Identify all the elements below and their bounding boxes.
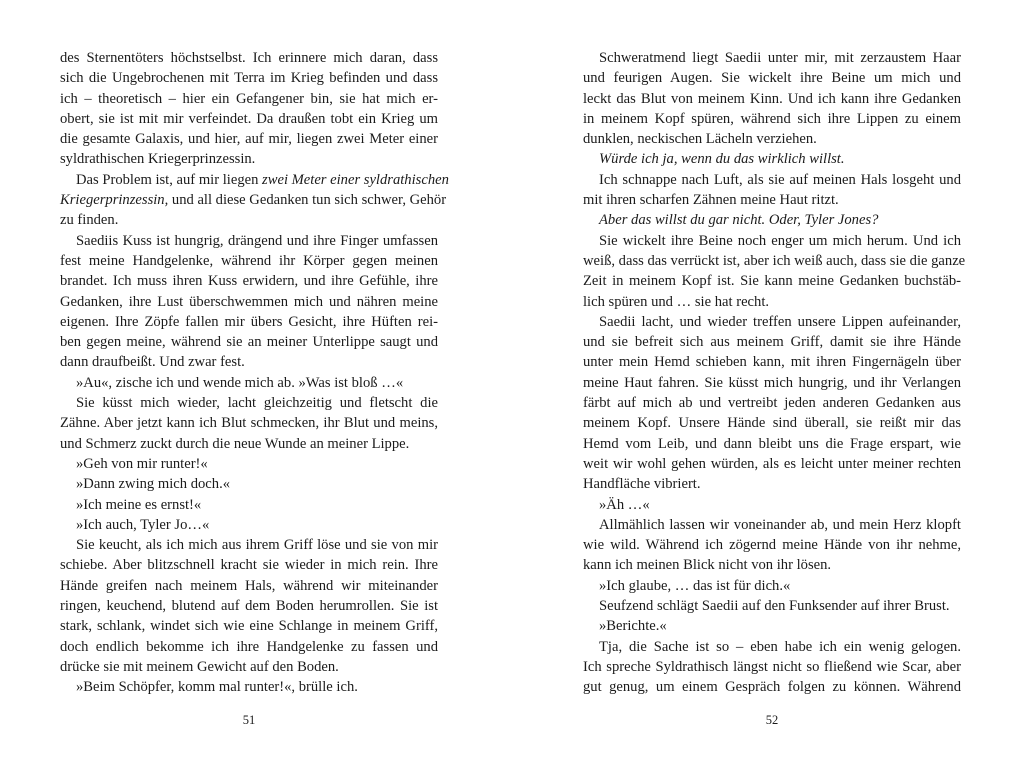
text-span: »Dann zwing mich doch.« xyxy=(76,476,231,493)
text-line xyxy=(583,89,961,109)
text-line xyxy=(60,292,438,312)
text-line xyxy=(583,332,961,352)
text-span: syldrathischen Kriegerprinzessin. xyxy=(60,151,256,168)
text-span: Allmählich lassen wir voneinander ab, und mein Herz klopft xyxy=(599,516,961,533)
text-span: Hemd vom Leib, und dann bleibt uns die Frage erspart, wie xyxy=(583,435,961,452)
text-line xyxy=(583,373,961,393)
text-line xyxy=(60,515,438,535)
text-span: leckt das Blut von meinem Kinn. Und ich kann ihre Gedanken xyxy=(583,90,961,107)
text-line xyxy=(583,616,961,636)
text-line xyxy=(60,495,438,515)
text-span: zu finden. xyxy=(60,212,119,229)
text-span: weiß, dass das verrückt ist, aber ich weiß auch, dass sie die ganze xyxy=(583,252,966,269)
text-line xyxy=(60,474,438,494)
text-span: »Äh …« xyxy=(599,496,650,513)
text-span: Schweratmend liegt Saedii unter mir, mit zerzaustem Haar xyxy=(599,50,961,66)
text-line xyxy=(60,576,438,596)
text-span: sich die Ungebrochenen mit Terra im Krieg befinden und dass xyxy=(60,70,438,87)
text-span: unter mein Hemd schieben kann, mit ihren Fingernägeln über xyxy=(583,354,961,371)
text-line xyxy=(583,576,961,596)
text-span: Hände greifen nach meinem Hals, während wir miteinander xyxy=(60,577,438,594)
text-span: Zeit in meinem Kopf ist. Sie kann meine Gedanken buchstäb- xyxy=(583,273,961,290)
text-span: Sie küsst mich wieder, lacht gleichzeitig und fletscht die xyxy=(76,395,438,412)
text-span: Ich spreche Syldrathisch längst nicht so fließend wie Scar, aber xyxy=(583,658,961,675)
text-line xyxy=(583,190,961,210)
left-page-text xyxy=(60,48,449,698)
text-span: Sie keucht, als ich mich aus ihrem Griff löse und sie von mir xyxy=(76,537,438,554)
text-span: fest meine Handgelenke, während ihr Körper gegen meinen xyxy=(60,252,438,269)
text-line xyxy=(583,677,961,697)
text-line xyxy=(60,535,438,555)
text-line xyxy=(60,149,438,169)
text-span: »Ich meine es ernst!« xyxy=(76,496,202,513)
text-line xyxy=(60,454,438,474)
text-span: »Berichte.« xyxy=(599,618,667,635)
text-line xyxy=(60,677,438,697)
text-line xyxy=(583,495,961,515)
text-line xyxy=(583,48,961,68)
text-line xyxy=(583,515,961,535)
text-span: gut genug, um einem Gespräch folgen zu können. Während xyxy=(583,679,961,696)
text-line xyxy=(60,68,438,88)
text-span: des Sternentöters höchstselbst. Ich erinnere mich daran, dass xyxy=(60,50,438,66)
text-line xyxy=(60,555,438,575)
text-line xyxy=(60,129,438,149)
text-line xyxy=(60,657,438,677)
text-span: schiebe. Aber blitzschnell kracht sie wieder in mich rein. Ihre xyxy=(60,557,438,574)
text-span: Zähne. Aber jetzt kann ich Blut schmecken, ihr Blut und meins, xyxy=(60,415,438,432)
text-line xyxy=(583,149,961,169)
text-span: doch endlich bekomme ich ihre Handgelenke zu fassen und xyxy=(60,638,438,655)
text-line xyxy=(60,616,438,636)
text-line xyxy=(583,434,961,454)
text-line xyxy=(583,129,961,149)
text-span: »Beim Schöpfer, komm mal runter!«, brülle ich. xyxy=(76,679,358,696)
text-line xyxy=(583,251,966,271)
text-line xyxy=(583,292,961,312)
text-span: »Au«, zische ich und wende mich ab. »Was ist bloß …« xyxy=(76,374,404,391)
text-line xyxy=(583,454,961,474)
text-span: »Geh von mir runter!« xyxy=(76,455,208,472)
text-span: und all diese Gedanken tun sich schwer, Gehör xyxy=(168,192,447,209)
right-page-number: 52 xyxy=(765,713,779,727)
text-line xyxy=(583,170,961,190)
text-span: Gedanken, ihre Lust überschwemmen mich und nähren meine xyxy=(60,293,438,310)
text-span: obert, sie ist mit mir verfeindet. Da draußen tobt ein Krieg um xyxy=(60,110,438,127)
text-span: stark, schlank, windet sich wie eine Schlange in meinem Griff, xyxy=(60,618,438,635)
text-span: »Ich glaube, … das ist für dich.« xyxy=(599,577,791,594)
text-span: Saediis Kuss ist hungrig, drängend und ihre Finger umfassen xyxy=(76,232,438,249)
text-span: Ich schnappe nach Luft, als sie auf meinen Hals losgeht und xyxy=(599,171,961,188)
text-line xyxy=(583,474,961,494)
text-line xyxy=(583,271,961,291)
text-line xyxy=(60,413,438,433)
text-line xyxy=(583,231,961,251)
text-line xyxy=(583,393,961,413)
text-line xyxy=(60,170,449,190)
text-line xyxy=(583,413,961,433)
text-line xyxy=(60,596,438,616)
text-span: färbt auf mich ab und vertreibt jeden anderen Gedanken aus xyxy=(583,395,961,412)
text-span: Saedii lacht, und wieder treffen unsere Lippen aufeinander, xyxy=(599,313,961,330)
text-line xyxy=(60,352,438,372)
text-line xyxy=(60,251,438,271)
text-line xyxy=(60,210,438,230)
italic-text: Würde ich ja, wenn du das wirklich willst. xyxy=(599,151,845,168)
text-span: eigenen. Ihre Zöpfe fallen mir übers Gesicht, ihre Hüften rei- xyxy=(60,313,438,330)
text-line xyxy=(60,637,438,657)
text-line xyxy=(60,89,438,109)
text-span: dunklen, neckischen Lächeln verziehen. xyxy=(583,131,817,148)
italic-text: Aber das willst du gar nicht. Oder, Tyler Jones? xyxy=(599,212,879,229)
text-line xyxy=(60,109,438,129)
text-line xyxy=(583,352,961,372)
text-span: und feurigen Augen. Sie wickelt ihre Beine um mich und xyxy=(583,70,961,87)
text-line xyxy=(60,434,438,454)
text-line xyxy=(583,312,961,332)
text-line xyxy=(583,210,961,230)
text-span: mit ihren scharfen Zähnen meine Haut ritzt. xyxy=(583,192,839,209)
text-span: »Ich auch, Tyler Jo…« xyxy=(76,516,210,533)
text-line xyxy=(60,231,438,251)
text-span: die gesamte Galaxis, und hier, auf mir, liegen zwei Meter einer xyxy=(60,131,438,148)
text-line xyxy=(583,109,961,129)
text-span: in meinem Kopf spüren, während sich ihre Lippen zu einem xyxy=(583,110,961,127)
text-span: kann ich meinen Blick nicht von ihr lösen. xyxy=(583,557,832,574)
italic-text: zwei Meter einer syldrathischen xyxy=(262,171,449,188)
text-line xyxy=(583,68,961,88)
right-page-text xyxy=(583,48,966,698)
text-line xyxy=(60,373,438,393)
text-span: Handfläche vibriert. xyxy=(583,476,701,493)
text-line xyxy=(60,332,438,352)
text-line xyxy=(60,312,438,332)
text-line xyxy=(583,596,961,616)
text-line xyxy=(60,48,438,68)
text-span: ich – theoretisch – hier ein Gefangener bin, sie hat mich er- xyxy=(60,90,438,107)
text-span: meine Haut fahren. Sie küsst mich hungrig, und ihr Verlangen xyxy=(583,374,961,391)
text-span: drücke sie mit meinem Gewicht auf den Boden. xyxy=(60,658,339,675)
text-line xyxy=(583,637,961,657)
italic-text: Kriegerprinzessin, xyxy=(60,192,169,209)
text-span: Das Problem ist, auf mir liegen xyxy=(76,171,263,188)
text-span: weit wir wohl gehen würden, als es leicht unter meiner rechten xyxy=(583,455,961,472)
text-span: Seufzend schlägt Saedii auf den Funksender auf ihrer Brust. xyxy=(599,598,950,615)
text-span: ringen, keuchend, blutend auf dem Boden herumrollen. Sie ist xyxy=(60,598,438,615)
text-line xyxy=(583,535,961,555)
text-span: ben gegen meine, während sie an meiner Unterlippe saugt und xyxy=(60,334,438,351)
left-page-number: 51 xyxy=(242,713,256,727)
text-span: und sie befreit sich aus meinem Griff, damit sie ihre Hände xyxy=(583,334,961,351)
text-span: brandet. Ich muss ihren Kuss erwidern, und ihre Gefühle, ihre xyxy=(60,273,438,290)
text-span: meinem Kopf. Unsere Hände sind überall, sie reißt mir das xyxy=(583,415,961,432)
text-span: Sie wickelt ihre Beine noch enger um mich herum. Und ich xyxy=(599,232,961,249)
text-span: und Schmerz zuckt durch die neue Wunde an meiner Lippe. xyxy=(60,435,410,452)
text-line xyxy=(60,271,438,291)
text-line xyxy=(60,190,447,210)
text-span: lich spüren und … sie hat recht. xyxy=(583,293,770,310)
text-span: wie wild. Während ich zögernd meine Hände von ihr nehme, xyxy=(583,537,961,554)
text-line xyxy=(60,393,438,413)
text-line xyxy=(583,555,961,575)
text-line xyxy=(583,657,961,677)
text-span: dann draufbeißt. Und zwar fest. xyxy=(60,354,245,371)
text-span: Tja, die Sache ist so – eben habe ich ein wenig gelogen. xyxy=(599,638,961,655)
